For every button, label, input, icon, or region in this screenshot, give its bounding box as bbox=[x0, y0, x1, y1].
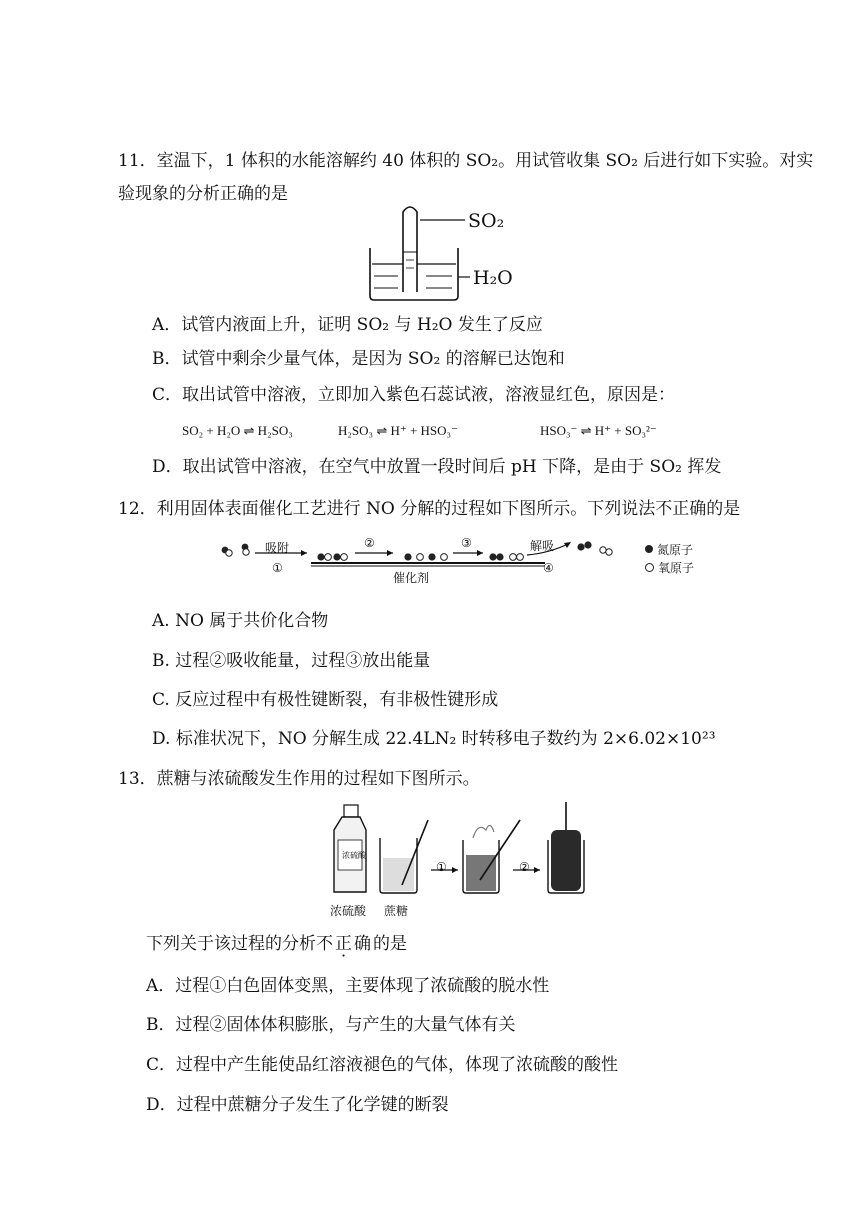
q13-lead bbox=[146, 933, 407, 955]
q12-legend bbox=[645, 540, 694, 576]
q11-stem-line1: 11．室温下，1 体积的水能溶解约 40 体积的 SO₂。用试管收集 SO₂ 后进行如下实验。对实 bbox=[118, 151, 814, 171]
q13-option-b: B．过程②固体体积膨胀，与产生的大量气体有关 bbox=[146, 1015, 516, 1035]
q12-catalyst-label: 催化剂 bbox=[393, 571, 430, 585]
q13-caption-sugar: 蔗糖 bbox=[384, 904, 409, 918]
q12-option-d: D. 标准状况下，NO 分解生成 22.4LN₂ 时转移电子数约为 2×6.02×10²³ bbox=[152, 729, 716, 749]
q11-fig-label-h2o: H₂O bbox=[473, 267, 513, 289]
q12-option-b: B. 过程②吸收能量，过程③放出能量 bbox=[152, 651, 431, 671]
q11-option-c: C．取出试管中溶液，立即加入紫色石蕊试液，溶液显红色，原因是： bbox=[152, 385, 676, 405]
q12-step1-num: ① bbox=[272, 561, 283, 575]
q12-option-c: C. 反应过程中有极性键断裂，有非极性键形成 bbox=[152, 690, 499, 710]
q13-lead-emphasis: 不正确 bbox=[316, 934, 373, 954]
q11-option-b: B．试管中剩余少量气体，是因为 SO₂ 的溶解已达饱和 bbox=[152, 349, 565, 369]
q13-lead-post: 的是 bbox=[373, 934, 407, 954]
oxygen-atom-icon bbox=[645, 563, 654, 572]
q13-option-c: C．过程中产生能使品红溶液褪色的气体，体现了浓硫酸的酸性 bbox=[146, 1055, 619, 1075]
q13-step2-num: ② bbox=[519, 860, 530, 874]
q13-caption-acid: 浓硫酸 bbox=[330, 904, 367, 918]
legend-nitrogen: 氮原子 bbox=[657, 542, 694, 557]
q13-stem: 13．蔗糖与浓硫酸发生作用的过程如下图所示。 bbox=[118, 769, 480, 789]
q13-bottle-label: 浓硫酸 bbox=[342, 851, 366, 860]
legend-oxygen: 氧原子 bbox=[658, 560, 695, 575]
q11-equation-2: H₂SO₃ ⇌ H⁺ + HSO₃⁻ bbox=[338, 423, 458, 438]
q12-step4-label: 解吸 bbox=[530, 539, 555, 553]
q13-figure bbox=[328, 800, 593, 900]
q12-stem: 12．利用固体表面催化工艺进行 NO 分解的过程如下图所示。下列说法不正确的是 bbox=[118, 499, 741, 519]
nitrogen-atom-icon bbox=[645, 545, 653, 553]
q11-option-a: A．试管内液面上升，证明 SO₂ 与 H₂O 发生了反应 bbox=[152, 315, 543, 335]
tube-beaker-diagram bbox=[360, 200, 530, 305]
q11-figure bbox=[360, 200, 530, 305]
q11-stem-line2: 验现象的分析正确的是 bbox=[118, 184, 288, 204]
q13-step1-num: ① bbox=[436, 860, 447, 874]
q12-step2-num: ② bbox=[364, 536, 375, 550]
q12-step4-num: ④ bbox=[543, 561, 554, 575]
q12-option-a: A. NO 属于共价化合物 bbox=[152, 611, 329, 631]
q13-option-a: A．过程①白色固体变黑，主要体现了浓硫酸的脱水性 bbox=[146, 976, 550, 996]
o-atom-icon bbox=[226, 550, 232, 556]
sugar-acid-diagram bbox=[328, 800, 593, 900]
q11-option-d: D．取出试管中溶液，在空气中放置一段时间后 pH 下降，是由于 SO₂ 挥发 bbox=[152, 457, 722, 477]
q11-fig-label-so2: SO₂ bbox=[468, 210, 505, 232]
q12-step1-label: 吸附 bbox=[265, 541, 290, 555]
q11-equation-3: HSO₃⁻ ⇌ H⁺ + SO₃²⁻ bbox=[540, 423, 657, 438]
q13-lead-pre: 下列关于该过程的分析 bbox=[146, 934, 316, 954]
q11-equation-1: SO₂ + H₂O ⇌ H₂SO₃ bbox=[182, 423, 293, 438]
q13-option-d: D．过程中蔗糖分子发生了化学键的断裂 bbox=[146, 1095, 449, 1115]
q12-step3-num: ③ bbox=[461, 536, 472, 550]
